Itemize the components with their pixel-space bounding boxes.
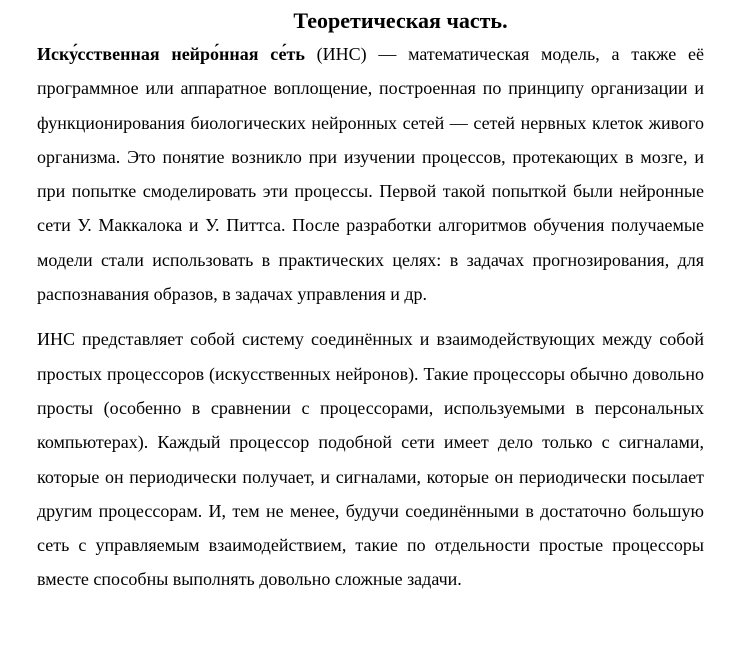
paragraph-description-text: ИНС представляет собой систему соединённых и взаимодействующих между собой простых процессоров (искусственных нейронов). Такие процессоры обычно довольно просты (особенно в сравнении с процессорами, используемыми в персональных компьютерах). Каждый процессор подобной сети имеет дело только с сигналами, которые он периодически получает, и сигналами, которые он периодически посылает другим процессорам. И, тем не менее, будучи соединёнными в достаточно большую сеть с управляемым взаимодействием, такие по отдельности простые процессоры вместе способны выполнять довольно сложные задачи.: [37, 329, 704, 590]
paragraph-definition: [37, 37, 704, 311]
term-bold: Иску́сственная нейро́нная се́ть: [37, 44, 305, 64]
document-page: [37, 0, 704, 597]
paragraph-description: [37, 322, 704, 596]
paragraph-definition-text: (ИНС) — математическая модель, а также её программное или аппаратное воплощение, построенная по принципу организации и функционирования биологических нейронных сетей — сетей нервных клеток живого организма. Это понятие возникло при изучении процессов, протекающих в мозге, и при попытке смоделировать эти процессы. Первой такой попыткой были нейронные сети У. Маккалока и У. Питтса. После разработки алгоритмов обучения получаемые модели стали использовать в практических целях: в задачах прогнозирования, для распознавания образов, в задачах управления и др.: [37, 44, 704, 305]
document-title: Теоретическая часть.: [293, 8, 508, 33]
